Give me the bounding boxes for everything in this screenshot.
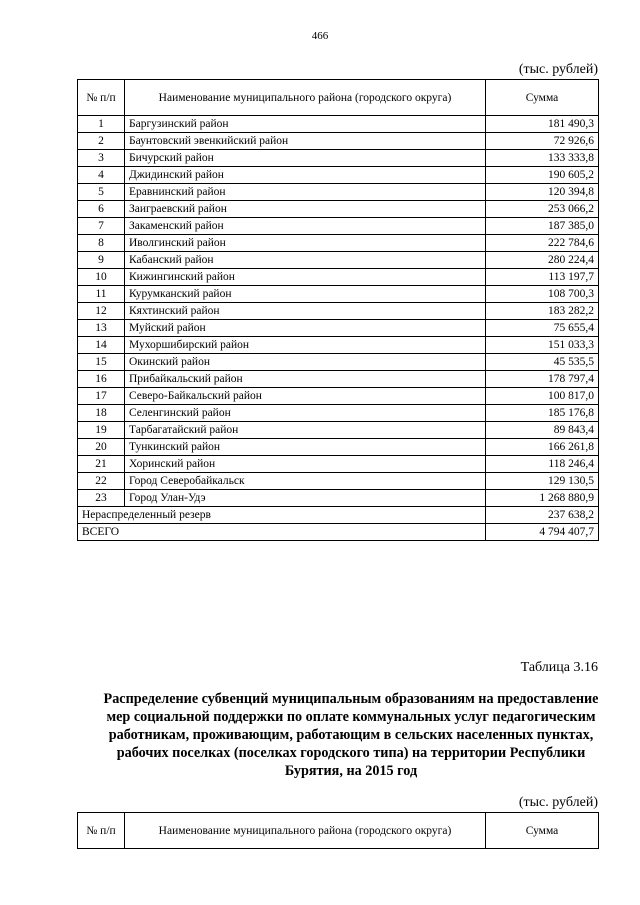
row-name: Северо-Байкальский район (125, 388, 486, 405)
row-name: Иволгинский район (125, 235, 486, 252)
table-row (78, 354, 599, 371)
total-label: ВСЕГО (78, 524, 486, 541)
row-num: 23 (78, 490, 125, 507)
reserve-sum: 237 638,2 (486, 507, 599, 524)
distribution-table-2 (77, 812, 599, 849)
row-name: Закаменский район (125, 218, 486, 235)
table-row (78, 337, 599, 354)
row-sum: 45 535,5 (486, 354, 599, 371)
row-sum: 120 394,8 (486, 184, 599, 201)
row-sum: 129 130,5 (486, 473, 599, 490)
row-name: Еравнинский район (125, 184, 486, 201)
row-name: Кижингинский район (125, 269, 486, 286)
row-num: 8 (78, 235, 125, 252)
row-name: Город Улан-Удэ (125, 490, 486, 507)
row-num: 17 (78, 388, 125, 405)
table-row (78, 116, 599, 133)
row-num: 20 (78, 439, 125, 456)
row-num: 15 (78, 354, 125, 371)
row-sum: 166 261,8 (486, 439, 599, 456)
row-name: Кяхтинский район (125, 303, 486, 320)
row-num: 1 (78, 116, 125, 133)
row-sum: 113 197,7 (486, 269, 599, 286)
header-sum: Сумма (486, 813, 599, 849)
header-name: Наименование муниципального района (городского округа) (125, 813, 486, 849)
row-sum: 89 843,4 (486, 422, 599, 439)
table-row (78, 167, 599, 184)
total-row (78, 524, 599, 541)
row-num: 21 (78, 456, 125, 473)
row-name: Хоринский район (125, 456, 486, 473)
row-num: 22 (78, 473, 125, 490)
reserve-label: Нераспределенный резерв (78, 507, 486, 524)
row-sum: 151 033,3 (486, 337, 599, 354)
header-name: Наименование муниципального района (городского округа) (125, 80, 486, 116)
row-sum: 133 333,8 (486, 150, 599, 167)
row-name: Заиграевский район (125, 201, 486, 218)
total-sum: 4 794 407,7 (486, 524, 599, 541)
table2-title: Распределение субвенций муниципальным образованиям на предоставление мер социальной поддержки по оплате коммунальных услуг педагогическим работникам, проживающим, работающим в сельских населенных пунктах, рабочих поселках (поселках городского типа) на территории Республики Бурятия, на 2015 год (103, 691, 599, 779)
row-num: 9 (78, 252, 125, 269)
row-name: Джидинский район (125, 167, 486, 184)
unit-label: (тыс. рублей) (518, 62, 598, 77)
row-num: 19 (78, 422, 125, 439)
row-sum: 1 268 880,9 (486, 490, 599, 507)
row-num: 6 (78, 201, 125, 218)
row-sum: 280 224,4 (486, 252, 599, 269)
table-row (78, 320, 599, 337)
row-name: Тункинский район (125, 439, 486, 456)
table-row (78, 405, 599, 422)
row-name: Мухоршибирский район (125, 337, 486, 354)
table-row (78, 252, 599, 269)
distribution-table (77, 79, 599, 541)
row-num: 10 (78, 269, 125, 286)
row-name: Окинский район (125, 354, 486, 371)
row-sum: 187 385,0 (486, 218, 599, 235)
row-num: 2 (78, 133, 125, 150)
row-sum: 72 926,6 (486, 133, 599, 150)
row-name: Курумканский район (125, 286, 486, 303)
row-num: 18 (78, 405, 125, 422)
page-number: 466 (311, 30, 329, 42)
row-num: 4 (78, 167, 125, 184)
row-name: Кабанский район (125, 252, 486, 269)
row-sum: 178 797,4 (486, 371, 599, 388)
row-name: Муйский район (125, 320, 486, 337)
row-name: Баунтовский эвенкийский район (125, 133, 486, 150)
header-num: № п/п (78, 813, 125, 849)
table-row (78, 439, 599, 456)
row-sum: 75 655,4 (486, 320, 599, 337)
table-header-row (78, 80, 599, 116)
row-sum: 181 490,3 (486, 116, 599, 133)
row-num: 5 (78, 184, 125, 201)
table-row (78, 422, 599, 439)
row-name: Баргузинский район (125, 116, 486, 133)
row-sum: 100 817,0 (486, 388, 599, 405)
row-num: 7 (78, 218, 125, 235)
row-name: Город Северобайкальск (125, 473, 486, 490)
table-row (78, 388, 599, 405)
table-row (78, 371, 599, 388)
row-num: 12 (78, 303, 125, 320)
header-sum: Сумма (486, 80, 599, 116)
header-num: № п/п (78, 80, 125, 116)
table-row (78, 201, 599, 218)
table-row (78, 456, 599, 473)
table-row (78, 184, 599, 201)
reserve-row (78, 507, 599, 524)
row-sum: 222 784,6 (486, 235, 599, 252)
row-num: 3 (78, 150, 125, 167)
table2-caption: Таблица 3.16 (520, 660, 598, 675)
row-sum: 253 066,2 (486, 201, 599, 218)
row-num: 14 (78, 337, 125, 354)
table-row (78, 490, 599, 507)
row-num: 16 (78, 371, 125, 388)
row-num: 13 (78, 320, 125, 337)
row-sum: 183 282,2 (486, 303, 599, 320)
table-row (78, 235, 599, 252)
table-row (78, 133, 599, 150)
row-sum: 118 246,4 (486, 456, 599, 473)
unit-label-2: (тыс. рублей) (518, 795, 598, 810)
table-row (78, 269, 599, 286)
table-row (78, 286, 599, 303)
table-row (78, 473, 599, 490)
row-sum: 185 176,8 (486, 405, 599, 422)
row-name: Бичурский район (125, 150, 486, 167)
row-num: 11 (78, 286, 125, 303)
row-name: Селенгинский район (125, 405, 486, 422)
row-name: Прибайкальский район (125, 371, 486, 388)
table-row (78, 303, 599, 320)
table-row (78, 218, 599, 235)
row-sum: 108 700,3 (486, 286, 599, 303)
row-name: Тарбагатайский район (125, 422, 486, 439)
row-sum: 190 605,2 (486, 167, 599, 184)
table-row (78, 150, 599, 167)
table2-header-row (78, 813, 599, 849)
